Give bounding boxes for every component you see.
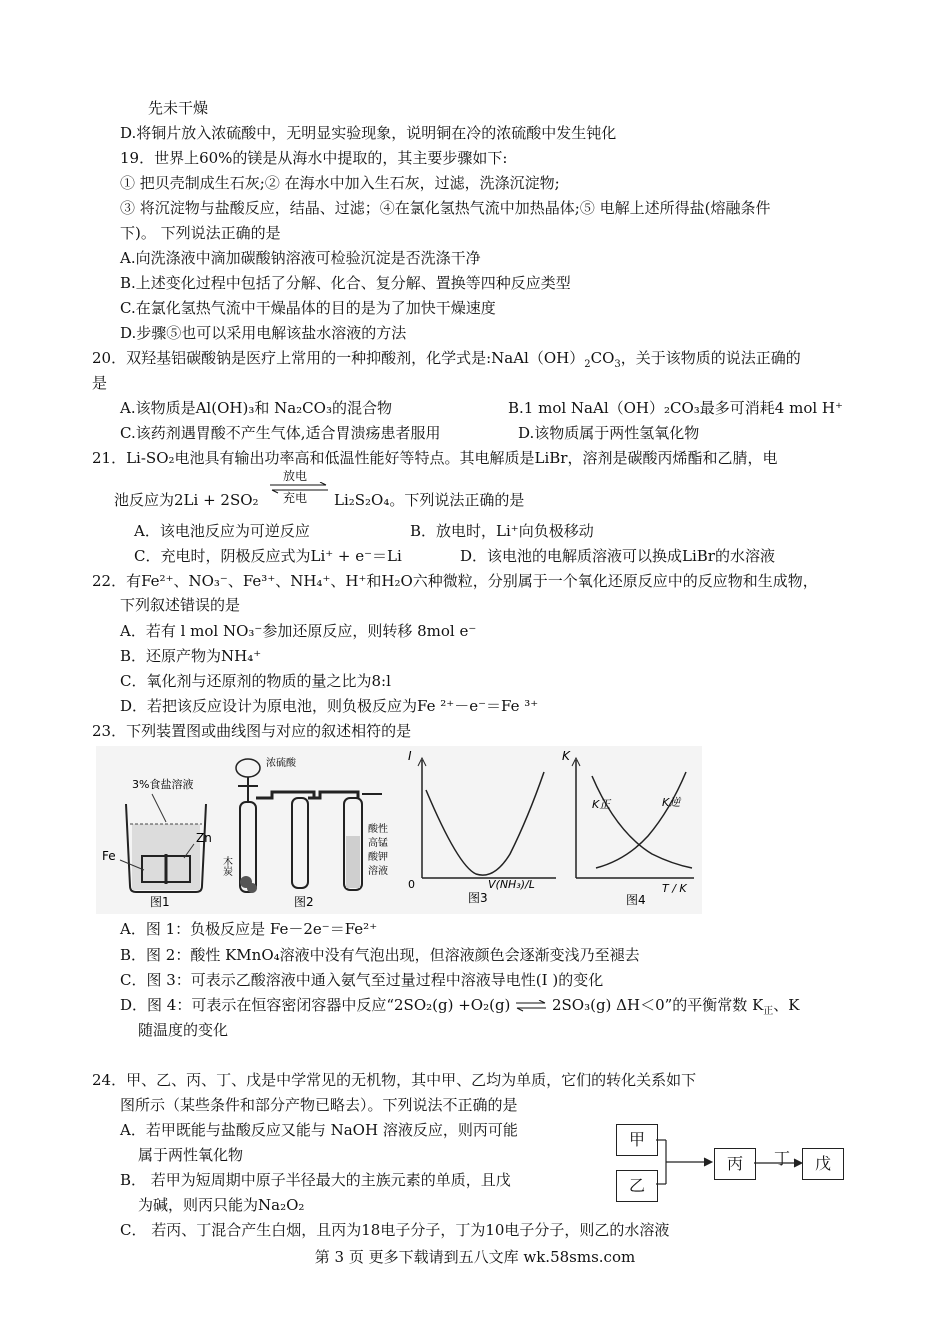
q24-stem-cont: 图所示（某些条件和部分产物已略去）。下列说法不正确的是 [120,1096,518,1114]
scheme-box-bing: 丙 [714,1148,756,1180]
q23-option-a: A．图 1：负极反应是 Fe－2e⁻＝Fe²⁺ [120,920,378,938]
q22-option-a: A．若有 l mol NO₃⁻参加还原反应，则转移 8mol e⁻ [120,622,477,640]
q24-option-b: B． 若甲为短周期中原子半径最大的主族元素的单质，且戊 [120,1171,511,1189]
q22-stem-cont: 下列叙述错误的是 [120,596,241,614]
q23-option-b: B．图 2：酸性 KMnO₄溶液中没有气泡出现，但溶液颜色会逐渐变浅乃至褪去 [120,946,640,964]
q21-option-b: B．放电时，Li⁺向负极移动 [410,522,594,540]
q24-stem: 24．甲、乙、丙、丁、戊是中学常见的无机物，其中甲、乙均为单质，它们的转化关系如下 [92,1071,697,1089]
q21-reaction-left: 池反应为2Li + 2SO₂ [114,491,259,509]
q19-option-d: D.步骤⑤也可以采用电解该盐水溶液的方法 [120,324,407,342]
page-footer: 第 3 页 更多下载请到五八文库 wk.58sms.com [314,1248,636,1266]
scheme-label-ding: 丁 [774,1149,791,1168]
q19-stem: 19．世界上60%的镁是从海水中提取的，其主要步骤如下: [120,149,508,167]
q23-option-d-cont: 随温度的变化 [138,1021,229,1039]
reaction-arrow-label-charge: 充电 [283,491,308,505]
q20-option-b: B.1 mol NaAl（OH）₂CO₃最多可消耗4 mol H⁺ [508,399,843,417]
fig4-caption: 图4 [626,893,646,907]
q19-option-b: B.上述变化过程中包括了分解、化合、复分解、置换等四种反应类型 [120,274,571,292]
fig1-zn-label: Zn [196,831,212,845]
fig2-acid-label: 浓硫酸 [266,758,296,769]
q20-option-d: D.该物质属于两性氢氧化物 [518,424,700,442]
q23-stem: 23．下列装置图或曲线图与对应的叙述相符的是 [92,722,412,740]
fig2-caption: 图2 [294,895,314,909]
fig2-solution-label: 酸性高锰酸钾溶液 [368,824,388,877]
fig3-origin: 0 [408,878,415,891]
fig1-caption: 图1 [150,895,170,909]
fig4-y-label: K [562,749,570,763]
q23-option-c: C．图 3：可表示乙酸溶液中通入氨气至过量过程中溶液导电性(I )的变化 [120,971,604,989]
fig1-solution-label: 3%食盐溶液 [132,778,194,791]
q19-step-3: 下)。 下列说法正确的是 [120,224,281,242]
q22-option-c: C．氧化剂与还原剂的物质的量之比为8:l [120,672,391,690]
q23-figures [96,746,702,914]
q23-option-d: D．图 4：可表示在恒容密闭容器中反应“2SO₂(g) +O₂(g) 2SO₃(g) ΔH＜0”的平衡常数 $K_正$、K [120,996,800,1017]
q22-stem: 22．有Fe²⁺、NO₃⁻、Fe³⁺、NH₄⁺、H⁺和H₂O六种微粒，分别属于一个氧化还原反应中的反应物和生成物， [92,572,818,590]
reaction-arrow-label-discharge: 放电 [283,469,308,483]
q20-stem: 20．双羟基铝碳酸钠是医疗上常用的一种抑酸剂，化学式是$:NaAl(OH)_2CO_3$，关于该物质的说法正确的 [92,349,801,370]
q20-option-a: A.该物质是Al(OH)₃和 Na₂CO₃的混合物 [120,399,392,417]
scheme-arrow-icon [754,1156,806,1170]
fig1-fe-label: Fe [102,849,116,863]
q22-option-d: D．若把该反应设计为原电池，则负极反应为Fe ²⁺－e⁻＝Fe ³⁺ [120,697,539,715]
q22-option-b: B．还原产物为NH₄⁺ [120,647,262,665]
fig3-y-label: I [408,749,412,763]
q21-stem: 21．Li-SO₂电池具有输出功率高和低温性能好等特点。其电解质是LiBr，溶剂是碳酸丙烯酯和乙腈，电 [92,449,778,467]
text-line: 先未干燥 [148,99,209,117]
q24-option-c: C． 若丙、丁混合产生白烟，且丙为18电子分子，丁为10电子分子，则乙的水溶液 [120,1221,670,1239]
q19-step-1: ① 把贝壳制成生石灰;② 在海水中加入生石灰，过滤，洗涤沉淀物; [120,174,560,192]
q24-option-b-cont: 为碱，则丙只能为Na₂O₂ [138,1196,305,1214]
q19-option-c: C.在氯化氢热气流中干燥晶体的目的是为了加快干燥速度 [120,299,496,317]
fig4-k2-label: K逆 [662,796,681,809]
q21-option-d: D．该电池的电解质溶液可以换成LiBr的水溶液 [460,547,775,565]
fig4-x-label: T / K [662,882,687,895]
q19-step-2: ③ 将沉淀物与盐酸反应，结晶、过滤；④在氯化氢热气流中加热晶体;⑤ 电解上述所得盐(熔融条件 [120,199,771,217]
fig3-x-label: V(NH₃)/L [488,878,535,891]
q24-option-a: A．若甲既能与盐酸反应又能与 NaOH 溶液反应，则丙可能 [120,1121,518,1139]
fig4-k1-label: K正 [592,798,611,811]
q21-option-c: C．充电时，阴极反应式为Li⁺ + e⁻＝Li [134,547,402,565]
scheme-box-jia: 甲 [616,1124,658,1156]
q21-option-a: A．该电池反应为可逆反应 [134,522,310,540]
q24-option-a-cont: 属于两性氧化物 [138,1146,244,1164]
q19-option-a: A.向洗涤液中滴加碳酸钠溶液可检验沉淀是否洗涤干净 [120,249,481,267]
fig3-caption: 图3 [468,891,488,905]
q21-reaction-right: Li₂S₂O₄。下列说法正确的是 [334,491,525,509]
q18-option-d: D.将铜片放入浓硫酸中，无明显实验现象，说明铜在冷的浓硫酸中发生钝化 [120,124,617,142]
q20-stem-cont: 是 [92,374,108,392]
scheme-merge-connector [656,1136,716,1188]
fig2-charcoal-label: 木炭 [220,856,232,876]
q20-option-c: C.该药剂遇胃酸不产生气体,适合胃溃疡患者服用 [120,424,441,442]
scheme-box-wu: 戊 [802,1148,844,1180]
equilibrium-arrow-icon [515,1000,547,1012]
scheme-box-yi: 乙 [616,1170,658,1202]
